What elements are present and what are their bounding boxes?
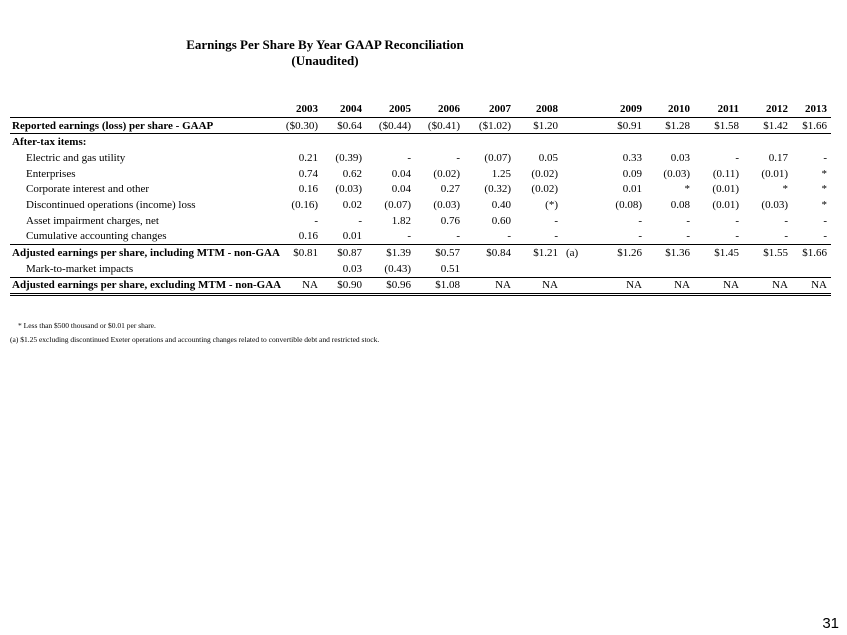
note-marker (562, 197, 598, 213)
eps-reconciliation-table (10, 101, 831, 296)
value-cell-2005 (366, 134, 415, 150)
year-header-2013: 2013 (792, 101, 831, 117)
table-row (10, 197, 831, 213)
table-row (10, 277, 831, 295)
value-cell-2012 (743, 134, 792, 150)
value-cell-2012: - (784, 230, 788, 243)
row-label: Cumulative accounting changes (26, 230, 167, 243)
value-cell-2013 (792, 134, 831, 150)
table-row (10, 245, 831, 261)
note-marker (562, 261, 598, 277)
note-header-cell (562, 101, 598, 117)
value-cell-2011: - (735, 214, 739, 227)
value-cell-2012: 0.17 (768, 151, 788, 164)
value-cell-2008: (*) (545, 198, 558, 211)
value-cell-2013: $1.66 (802, 119, 827, 132)
header-label-cell (10, 101, 278, 117)
note-marker (562, 277, 598, 295)
value-cell-2003: 0.16 (298, 183, 318, 196)
value-cell-2012: (0.01) (761, 167, 788, 180)
value-cell-2006: 0.76 (440, 214, 460, 227)
value-cell-2004: $0.87 (322, 245, 366, 261)
value-cell-2008: 0.05 (538, 151, 558, 164)
value-cell-2004: $0.90 (322, 277, 366, 295)
value-cell-2012: $1.55 (743, 245, 792, 261)
value-cell-2003: 0.74 (298, 167, 318, 180)
value-cell-2004: (0.39) (335, 151, 362, 164)
value-cell-2013: * (821, 167, 827, 180)
note-marker (562, 134, 598, 150)
value-cell-2011: - (735, 151, 739, 164)
report-title: Earnings Per Share By Year GAAP Reconciliation (186, 37, 464, 52)
note-marker (562, 117, 598, 134)
value-cell-2009: 0.33 (622, 151, 642, 164)
value-cell-2005: ($0.44) (378, 119, 411, 132)
value-cell-2013: NA (792, 277, 831, 295)
value-cell-2010 (646, 261, 694, 277)
value-cell-2004: 0.02 (342, 198, 362, 211)
report-subtitle: (Unaudited) (291, 53, 359, 68)
table-row (10, 166, 831, 182)
value-cell-2007: 0.40 (491, 198, 511, 211)
value-cell-2005: (0.43) (384, 262, 411, 275)
year-header-2008: 2008 (515, 101, 562, 117)
table-body (10, 117, 831, 295)
table-row (10, 134, 831, 150)
value-cell-2009: - (638, 214, 642, 227)
value-cell-2012: - (784, 214, 788, 227)
value-cell-2005: 1.82 (391, 214, 411, 227)
value-cell-2010: - (686, 214, 690, 227)
value-cell-2006: - (456, 151, 460, 164)
value-cell-2012: * (782, 183, 788, 196)
value-cell-2003: 0.21 (298, 151, 318, 164)
year-header-2009: 2009 (598, 101, 646, 117)
value-cell-2008: - (554, 214, 558, 227)
value-cell-2011 (694, 134, 743, 150)
value-cell-2012 (743, 261, 792, 277)
note-marker (562, 166, 598, 182)
header-row (10, 101, 831, 117)
value-cell-2005: (0.07) (384, 198, 411, 211)
value-cell-2004: 0.01 (342, 230, 362, 243)
value-cell-2005: - (407, 230, 411, 243)
year-header-2007: 2007 (464, 101, 515, 117)
year-header-2003: 2003 (278, 101, 322, 117)
value-cell-2013 (792, 261, 831, 277)
value-cell-2009: $1.26 (598, 245, 646, 261)
row-label: Enterprises (26, 167, 76, 180)
value-cell-2009: 0.01 (622, 183, 642, 196)
value-cell-2013: * (821, 198, 827, 211)
value-cell-2005: $1.39 (366, 245, 415, 261)
year-header-2010: 2010 (646, 101, 694, 117)
note-marker (562, 181, 598, 197)
value-cell-2004: (0.03) (335, 183, 362, 196)
value-cell-2007: $0.84 (464, 245, 515, 261)
value-cell-2008: - (554, 230, 558, 243)
value-cell-2005: 0.04 (391, 167, 411, 180)
value-cell-2011: (0.01) (712, 198, 739, 211)
value-cell-2011: $1.58 (714, 119, 739, 132)
value-cell-2005: 0.04 (391, 183, 411, 196)
row-label: Reported earnings (loss) per share - GAAP (12, 119, 214, 132)
value-cell-2011 (694, 261, 743, 277)
table-row (10, 213, 831, 229)
value-cell-2010: $1.28 (665, 119, 690, 132)
value-cell-2007: - (507, 230, 511, 243)
value-cell-2007: 0.60 (491, 214, 511, 227)
value-cell-2008: (0.02) (531, 167, 558, 180)
value-cell-2010: (0.03) (663, 167, 690, 180)
value-cell-2008 (515, 261, 562, 277)
value-cell-2004: 0.62 (342, 167, 362, 180)
value-cell-2012: $1.42 (763, 119, 788, 132)
year-header-2006: 2006 (415, 101, 464, 117)
value-cell-2003: $0.81 (278, 245, 322, 261)
row-label: Discontinued operations (income) loss (26, 198, 196, 211)
value-cell-2005: - (407, 151, 411, 164)
value-cell-2013: $1.66 (792, 245, 831, 261)
value-cell-2010: 0.08 (670, 198, 690, 211)
value-cell-2008: $1.20 (533, 119, 558, 132)
note-marker (562, 229, 598, 245)
value-cell-2007: (0.07) (484, 151, 511, 164)
footnote-a: (a) $1.25 excluding discontinued Exeter operations and accounting changes related to convertible debt and restricted stock. (10, 335, 380, 344)
value-cell-2009: 0.09 (622, 167, 642, 180)
value-cell-2011: - (735, 230, 739, 243)
table-row (10, 261, 831, 277)
value-cell-2009: NA (598, 277, 646, 295)
value-cell-2003 (278, 261, 322, 277)
value-cell-2010: * (684, 183, 690, 196)
value-cell-2009: $0.91 (617, 119, 642, 132)
value-cell-2006: 0.51 (440, 262, 460, 275)
value-cell-2012: (0.03) (761, 198, 788, 211)
note-marker (562, 150, 598, 166)
value-cell-2006: $0.57 (415, 245, 464, 261)
value-cell-2007: NA (464, 277, 515, 295)
value-cell-2003: NA (278, 277, 322, 295)
table-row (10, 117, 831, 134)
value-cell-2004 (322, 134, 366, 150)
value-cell-2013: - (823, 230, 827, 243)
value-cell-2010: NA (646, 277, 694, 295)
value-cell-2008: (0.02) (531, 183, 558, 196)
value-cell-2004: 0.03 (342, 262, 362, 275)
value-cell-2006: - (456, 230, 460, 243)
value-cell-2010: $1.36 (646, 245, 694, 261)
note-marker: (a) (562, 245, 598, 261)
value-cell-2009: (0.08) (615, 198, 642, 211)
value-cell-2010 (646, 134, 694, 150)
value-cell-2005: $0.96 (366, 277, 415, 295)
value-cell-2009 (598, 134, 646, 150)
row-label: Adjusted earnings per share, excluding MTM - non-GAA (10, 277, 278, 295)
table-row (10, 150, 831, 166)
value-cell-2006: 0.27 (440, 183, 460, 196)
value-cell-2003: (0.16) (291, 198, 318, 211)
value-cell-2003 (278, 134, 322, 150)
row-label: Adjusted earnings per share, including MTM - non-GAA (10, 245, 278, 261)
value-cell-2004: $0.64 (337, 119, 362, 132)
row-label: Electric and gas utility (26, 151, 126, 164)
value-cell-2008: NA (515, 277, 562, 295)
value-cell-2011: (0.01) (712, 183, 739, 196)
row-label: Corporate interest and other (26, 183, 150, 196)
row-label: After-tax items: (10, 134, 278, 150)
row-label: Mark-to-market impacts (26, 262, 134, 275)
value-cell-2007: ($1.02) (478, 119, 511, 132)
value-cell-2011: (0.11) (712, 167, 739, 180)
value-cell-2003: - (314, 214, 318, 227)
value-cell-2013: * (821, 183, 827, 196)
value-cell-2006: $1.08 (415, 277, 464, 295)
value-cell-2010: - (686, 230, 690, 243)
value-cell-2006: ($0.41) (427, 119, 460, 132)
value-cell-2004: - (358, 214, 362, 227)
value-cell-2007 (464, 134, 515, 150)
year-header-2005: 2005 (366, 101, 415, 117)
page-number: 31 (822, 615, 839, 632)
value-cell-2006: (0.02) (433, 167, 460, 180)
value-cell-2013: - (823, 151, 827, 164)
value-cell-2003: ($0.30) (285, 119, 318, 132)
value-cell-2006 (415, 134, 464, 150)
value-cell-2007: 1.25 (491, 167, 511, 180)
value-cell-2011: NA (694, 277, 743, 295)
note-marker (562, 213, 598, 229)
footnote-star: * Less than $500 thousand or $0.01 per share. (18, 321, 156, 330)
value-cell-2009 (598, 261, 646, 277)
year-header-2012: 2012 (743, 101, 792, 117)
value-cell-2003: 0.16 (298, 230, 318, 243)
value-cell-2011: $1.45 (694, 245, 743, 261)
year-header-2004: 2004 (322, 101, 366, 117)
value-cell-2010: 0.03 (670, 151, 690, 164)
value-cell-2007 (464, 261, 515, 277)
value-cell-2013: - (823, 214, 827, 227)
table-row (10, 229, 831, 245)
value-cell-2009: - (638, 230, 642, 243)
value-cell-2006: (0.03) (433, 198, 460, 211)
table-row (10, 181, 831, 197)
value-cell-2008 (515, 134, 562, 150)
value-cell-2012: NA (743, 277, 792, 295)
value-cell-2008: $1.21 (515, 245, 562, 261)
year-header-2011: 2011 (694, 101, 743, 117)
value-cell-2007: (0.32) (484, 183, 511, 196)
row-label: Asset impairment charges, net (26, 214, 159, 227)
